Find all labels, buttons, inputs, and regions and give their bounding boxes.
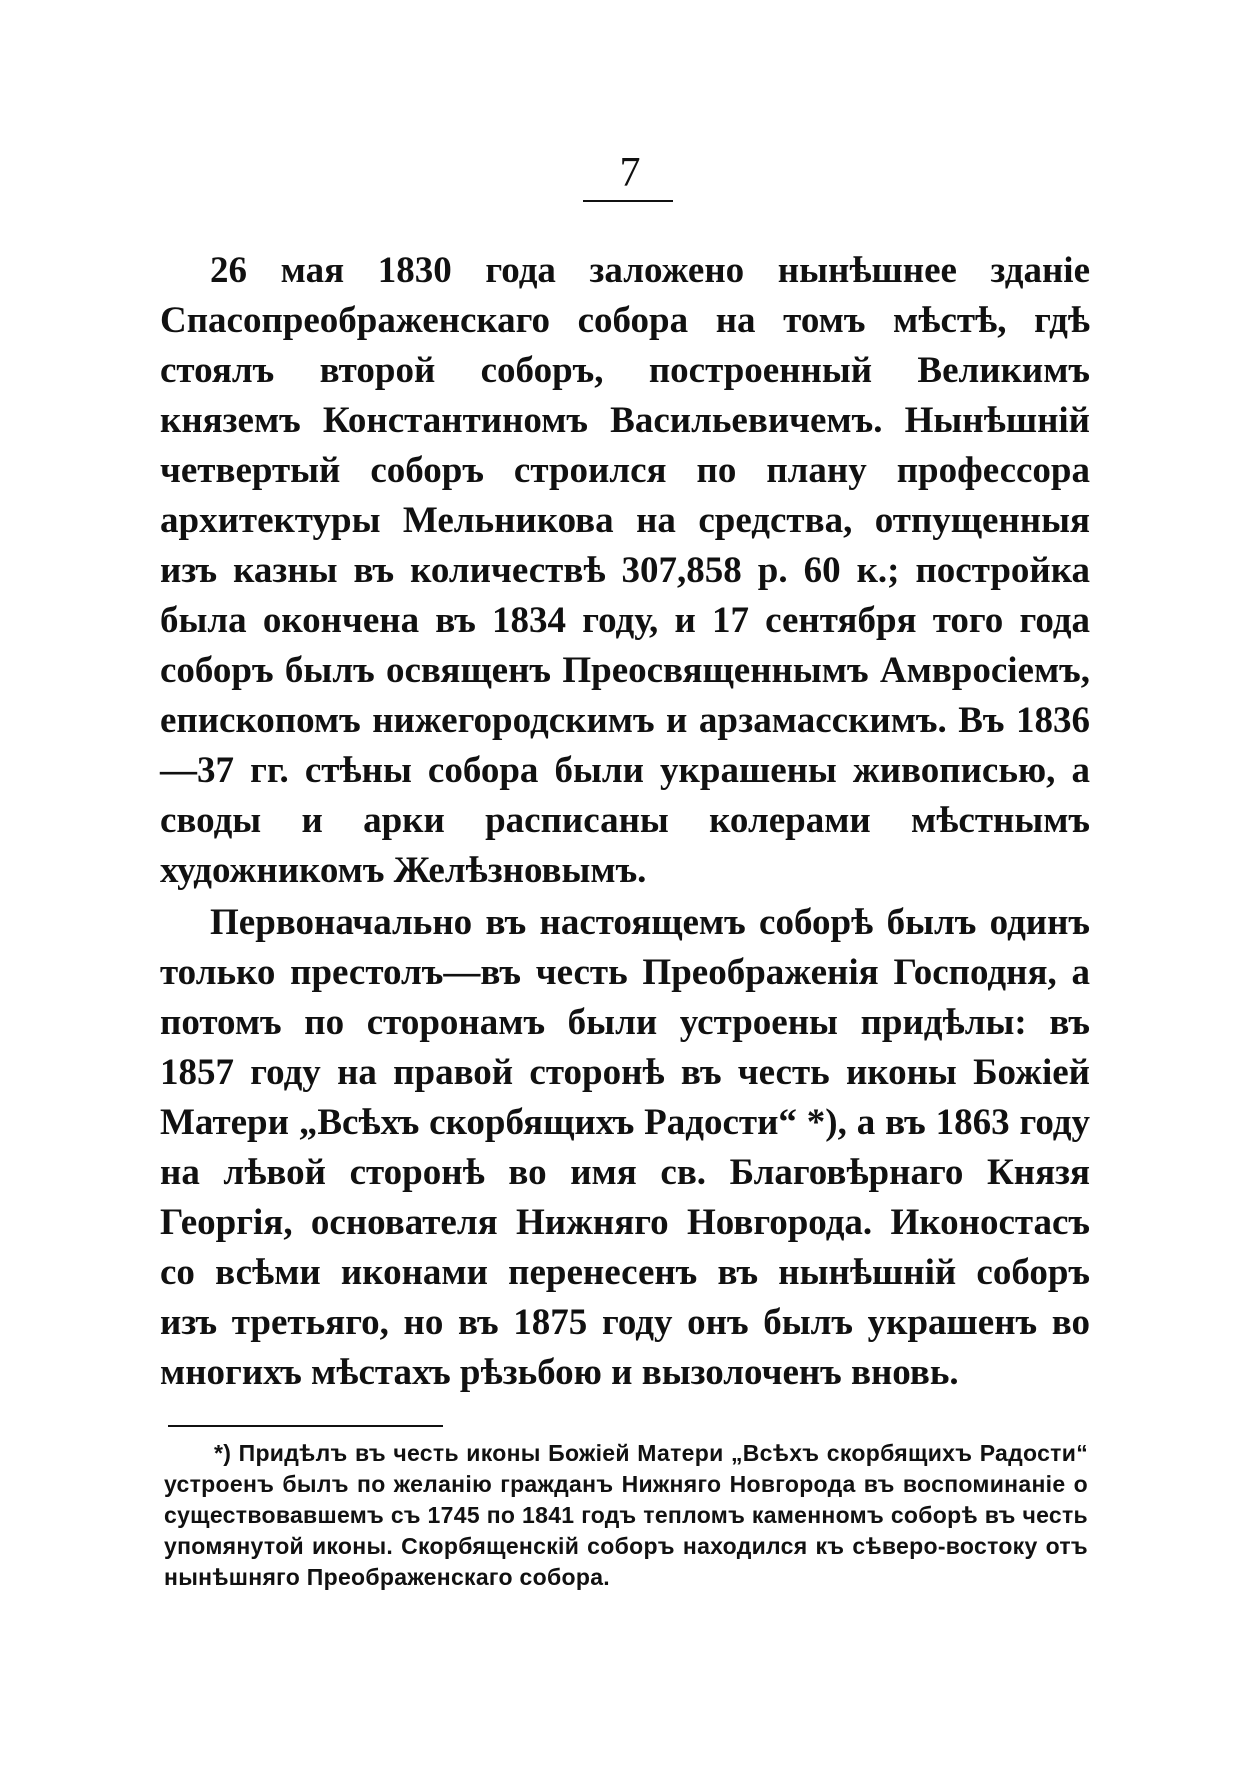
page-number: 7	[619, 150, 641, 196]
footnote-rule	[168, 1425, 443, 1427]
footnote: *) Придѣлъ въ честь иконы Божіей Матери „Всѣхъ скорбящихъ Радости“ устроенъ былъ по желанію гражданъ Нижняго Новгорода въ воспоминаніе о существовавшемъ съ 1745 по 1841 годъ тепломъ каменномъ соборѣ въ честь упомянутой иконы. Скорбященскій соборъ находился къ сѣверо-востоку отъ нынѣшняго Преображенскаго собора.	[164, 1440, 1088, 1590]
main-text	[160, 246, 1090, 1398]
page-number-rule	[583, 200, 673, 202]
paragraph-1: 26 мая 1830 года заложено нынѣшнее зданіе Спасопреображенскаго собора на томъ мѣстѣ, гдѣ стоялъ второй соборъ, построенный Великимъ княземъ Константиномъ Васильевичемъ. Нынѣшній четвертый соборъ строился по плану профессора архитектуры Мельникова на средства, отпущенныя изъ казны въ количествѣ 307,858 р. 60 к.; постройка была окончена въ 1834 году, и 17 сентября того года соборъ былъ освященъ Преосвященнымъ Амвросіемъ, епископомъ нижегородскимъ и арзамасскимъ. Въ 1836—37 гг. стѣны собора были украшены живописью, а своды и арки расписаны колерами мѣстнымъ художникомъ Желѣзновымъ.	[160, 250, 1090, 891]
paragraph-2: Первоначально въ настоящемъ соборѣ былъ одинъ только престолъ—въ честь Преображенія Господня, а потомъ по сторонамъ были устроены придѣлы: въ 1857 году на правой сторонѣ въ честь иконы Божіей Матери „Всѣхъ скорбящихъ Радости“ *), а въ 1863 году на лѣвой сторонѣ во имя св. Благовѣрнаго Князя Георгія, основателя Нижняго Новгорода. Иконостасъ со всѣми иконами перенесенъ въ нынѣшній соборъ изъ третьяго, но въ 1875 году онъ былъ украшенъ во многихъ мѣстахъ рѣзьбою и вызолоченъ вновь.	[160, 902, 1090, 1393]
